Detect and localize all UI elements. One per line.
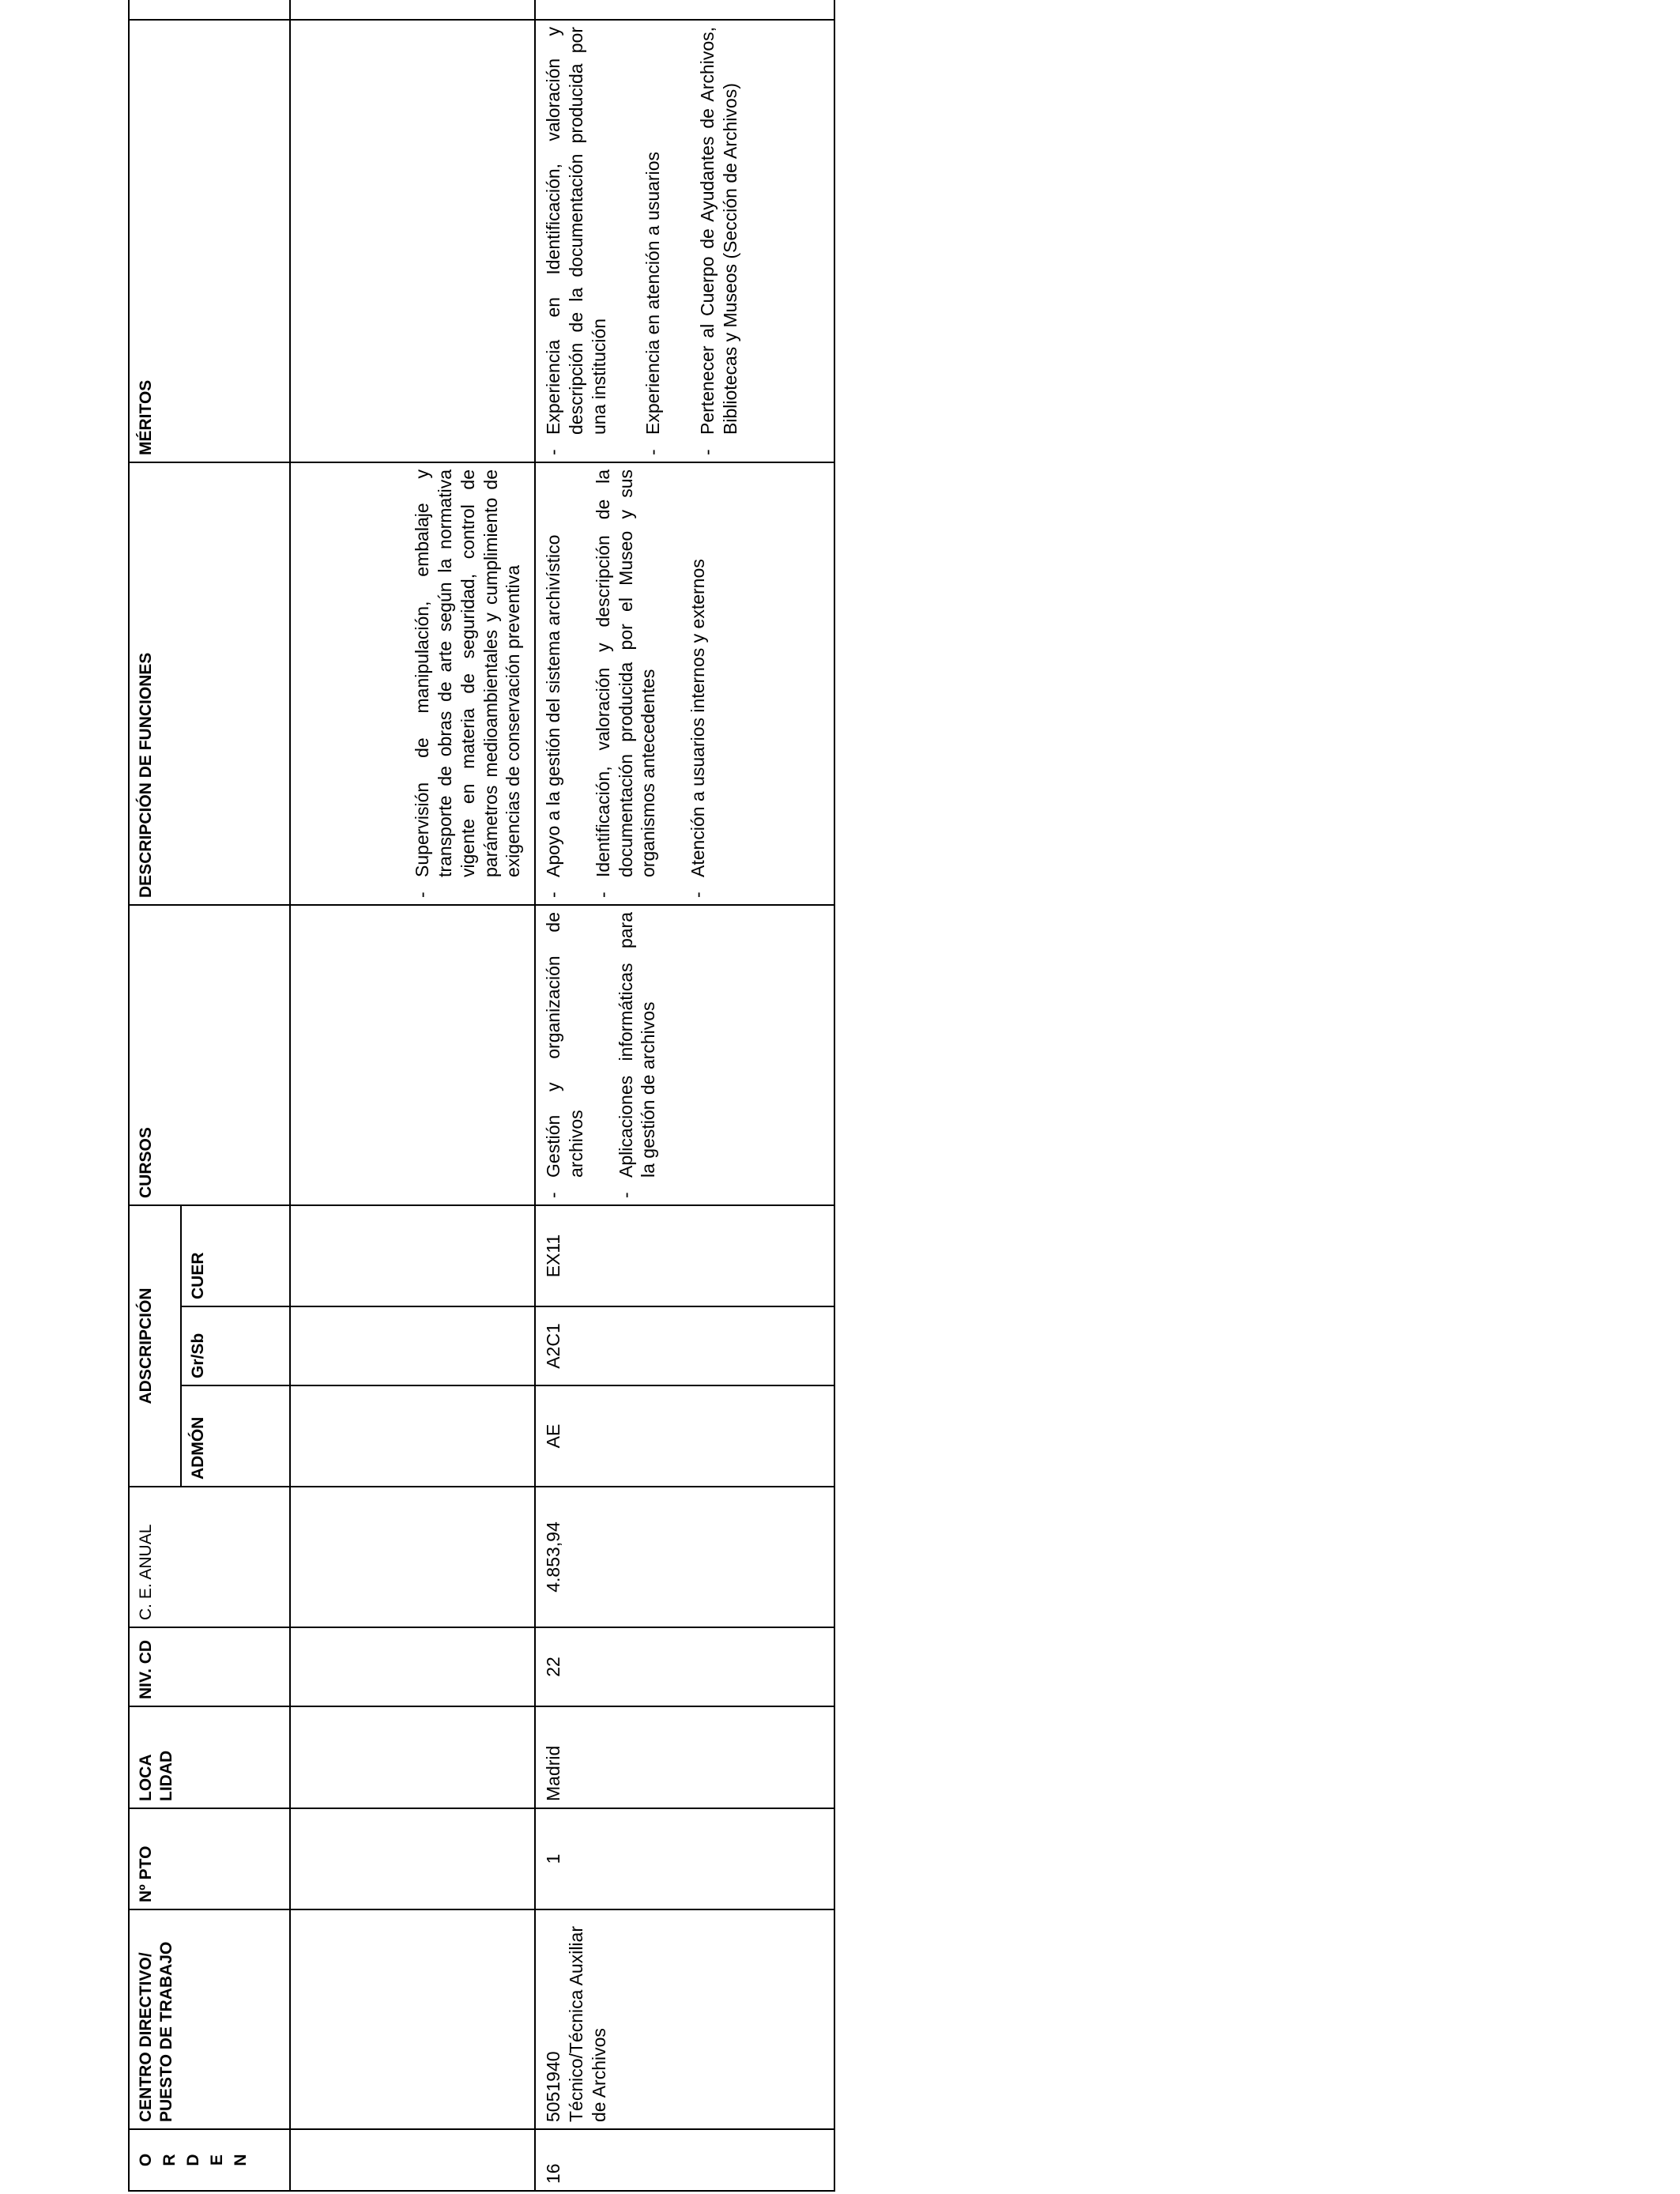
localidad-cell: Madrid: [535, 1706, 834, 1808]
puntos-value: [542, 0, 708, 13]
orden-letter: O: [137, 2153, 155, 2167]
funcion-item: - Atención a usuarios internos y externos: [687, 559, 708, 898]
orden-letter: N: [232, 2154, 250, 2166]
grsb-header: Gr/Sb: [181, 1306, 290, 1385]
nivcd-cell: 22: [535, 1627, 834, 1706]
cont-npto-cell: [290, 1808, 535, 1909]
cont-ce-cell: [290, 1487, 535, 1627]
cuer-header: CUER: [181, 1205, 290, 1306]
cont-admon-cell: [290, 1385, 535, 1487]
centro-header: CENTRO DIRECTIVO/ PUESTO DE TRABAJO: [129, 1909, 290, 2129]
centro-cell: 5051940 Técnico/Técnica Auxiliar de Archivos: [535, 1909, 834, 2129]
curso-item: - Gestión y organización de archivos: [543, 911, 586, 1198]
ce-header: C. E. ANUAL: [129, 1487, 290, 1627]
admon-cell: AE: [535, 1385, 834, 1487]
job-positions-table: [128, 0, 835, 2192]
merito-item: - Experiencia en atención a usuarios: [642, 151, 664, 455]
curso-item: - Aplicaciones informáticas para la gestión de archivos: [615, 911, 659, 1198]
meritos-cell: [535, 20, 834, 462]
admon-header: ADMÓN: [181, 1385, 290, 1487]
cont-grsb-cell: [290, 1306, 535, 1385]
cont-centro-cell: [290, 1909, 535, 2129]
orden-cell: 16: [535, 2129, 834, 2191]
cont-nivcd-cell: [290, 1627, 535, 1706]
orden-letter: R: [160, 2154, 179, 2166]
funciones-cell: [535, 462, 834, 905]
cont-funciones-cell: [290, 462, 535, 905]
cont-puntos-cell: [290, 0, 535, 20]
npto-header: Nº PTO: [129, 1808, 290, 1909]
table-row: [535, 0, 834, 2191]
cont-orden-cell: [290, 2129, 535, 2191]
localidad-header: LOCA LIDAD: [129, 1706, 290, 1808]
nivcd-header: NIV. CD: [129, 1627, 290, 1706]
cont-meritos-cell: [290, 20, 535, 462]
funcion-item: - Identificación, valoración y descripción de la documentación producida por el Museo y sus organismos antecedentes: [592, 469, 659, 898]
npto-cell: 1: [535, 1808, 834, 1909]
header-row: [129, 0, 181, 2191]
funcion-item: - Supervisión de manipulación, embalaje y transporte de obras de arte según la normativa vigente en materia de seguridad, control de parámetros medioambientales y cumplimiento de exigencias de conservación preventiva: [412, 469, 524, 898]
adscripcion-header: ADSCRIPCIÓN: [129, 1205, 181, 1487]
cursos-header: CURSOS: [129, 905, 290, 1205]
merito-item: - Pertenecer al Cuerpo de Ayudantes de Archivos, Bibliotecas y Museos (Sección de Archivos): [697, 26, 740, 455]
orden-letter: E: [208, 2154, 226, 2166]
rotated-table-page: [128, 4, 835, 2192]
descripcion-header: DESCRIPCIÓN DE FUNCIONES: [129, 462, 290, 905]
merito-item: - Experiencia en Identificación, valoración y descripción de la documentación producida por una institución: [543, 26, 609, 455]
puntos-cell: [535, 0, 834, 20]
puntos-value: [708, 0, 771, 13]
ce-cell: 4.853,94: [535, 1487, 834, 1627]
cursos-cell: [535, 905, 834, 1205]
puntos-value: [771, 0, 794, 13]
meritos-header: MÉRITOS: [129, 20, 290, 462]
funcion-item: - Apoyo a la gestión del sistema archivístico: [543, 534, 563, 898]
orden-header: [129, 2129, 290, 2191]
grsb-cell: A2C1: [535, 1306, 834, 1385]
cont-localidad-cell: [290, 1706, 535, 1808]
cuer-cell: EX11: [535, 1205, 834, 1306]
puntos-header: [129, 0, 290, 20]
cont-cuer-cell: [290, 1205, 535, 1306]
orden-letter: D: [184, 2154, 202, 2166]
continuation-row: [290, 0, 535, 2191]
cont-cursos-cell: [290, 905, 535, 1205]
